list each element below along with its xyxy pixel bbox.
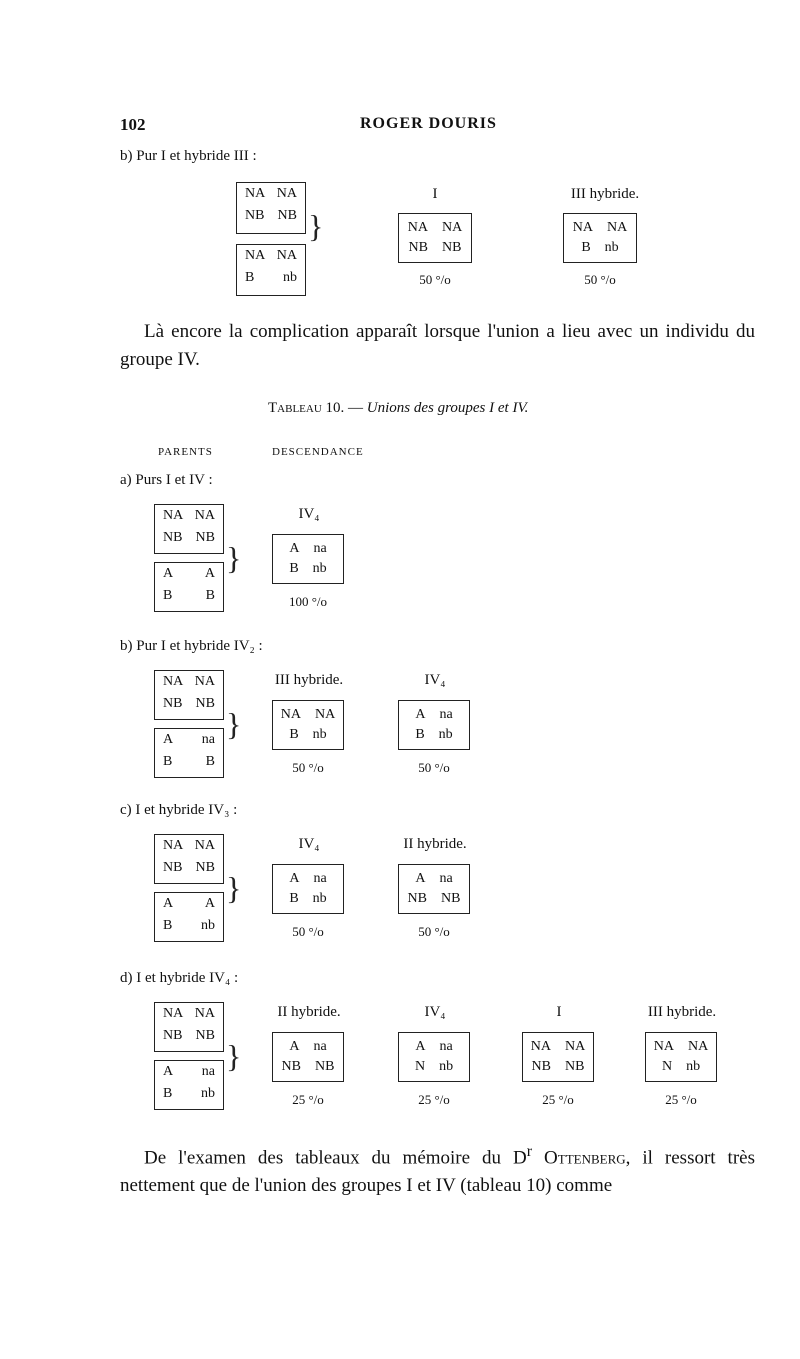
- brace-icon: }: [226, 870, 242, 906]
- cell: na: [439, 707, 453, 722]
- cell: NB: [245, 208, 265, 223]
- child-caption: I: [556, 1004, 562, 1020]
- paragraph-2-name: Ottenberg: [544, 1147, 626, 1169]
- cell: A: [289, 541, 300, 556]
- cell: NA: [530, 1039, 551, 1054]
- paragraph-2-start: De l'examen des tableaux du mémoire du D: [144, 1147, 527, 1169]
- cell: B: [289, 727, 299, 742]
- cell: nb: [312, 727, 327, 742]
- cell: B: [289, 561, 299, 576]
- cell: B: [245, 270, 255, 285]
- cell: nb: [312, 891, 327, 906]
- cell: A: [163, 1064, 174, 1079]
- cell: NA: [442, 220, 463, 235]
- child-percent: 50 °/o: [419, 272, 451, 287]
- section-label: d) I et hybride IV₄ :: [120, 970, 239, 986]
- child-percent: 50 °/o: [292, 924, 324, 939]
- child-percent: 50 °/o: [292, 760, 324, 775]
- brace-icon: }: [308, 208, 324, 244]
- cell: A: [415, 1039, 426, 1054]
- cell: A: [415, 871, 426, 886]
- child-genotype-box: [398, 1032, 470, 1082]
- cell: NB: [565, 1059, 585, 1074]
- cell: NB: [407, 891, 427, 906]
- cell: A: [204, 896, 215, 911]
- cell: na: [313, 1039, 327, 1054]
- table-title: [268, 400, 528, 417]
- running-head: ROGER DOURIS: [360, 115, 497, 132]
- cell: nb: [201, 1086, 215, 1101]
- cell: na: [201, 732, 215, 747]
- cell: NB: [315, 1059, 335, 1074]
- cell: NA: [688, 1039, 709, 1054]
- child-genotype-box: [398, 864, 470, 914]
- child-genotype-box: [522, 1032, 594, 1082]
- cell: nb: [201, 918, 215, 933]
- intro-parent-bottom-box: [236, 244, 306, 296]
- cell: A: [163, 566, 174, 581]
- cell: B: [289, 891, 299, 906]
- child-genotype-box: [563, 213, 637, 263]
- cell: na: [313, 541, 327, 556]
- child-genotype-box: [272, 864, 344, 914]
- intro-parent-top-box: [236, 182, 306, 234]
- cell: NB: [195, 530, 215, 545]
- child-caption: IV₄: [298, 506, 320, 522]
- cell: nb: [686, 1059, 701, 1074]
- cell: A: [289, 871, 300, 886]
- cell: NB: [441, 891, 461, 906]
- col-header-parents: PARENTS: [158, 446, 213, 458]
- section-label: b) Pur I et hybride IV₂ :: [120, 638, 263, 654]
- cell: nb: [604, 240, 619, 255]
- col-header-descendance: DESCENDANCE: [272, 446, 364, 458]
- cell: B: [581, 240, 591, 255]
- cell: NB: [277, 208, 297, 223]
- cell: NA: [163, 838, 184, 853]
- cell: NA: [194, 1006, 215, 1021]
- cell: NB: [163, 860, 183, 875]
- child-caption: III hybride.: [647, 1004, 717, 1020]
- cell: NB: [163, 696, 183, 711]
- cell: NA: [276, 186, 297, 201]
- cell: NA: [245, 186, 266, 201]
- cell: A: [415, 707, 426, 722]
- section-label: a) Purs I et IV :: [120, 472, 213, 488]
- cell: B: [205, 588, 215, 603]
- cell: NA: [276, 248, 297, 263]
- cell: NA: [572, 220, 593, 235]
- parent-bottom-box: [154, 892, 224, 942]
- cell: B: [163, 918, 173, 933]
- cell: NB: [442, 240, 462, 255]
- cell: NB: [281, 1059, 301, 1074]
- cell: NB: [195, 1028, 215, 1043]
- cell: NB: [408, 240, 428, 255]
- intro-b-label: b) Pur I et hybride III :: [120, 148, 257, 164]
- parent-bottom-box: [154, 728, 224, 778]
- cell: NB: [163, 1028, 183, 1043]
- brace-icon: }: [226, 1038, 242, 1074]
- cell: na: [201, 1064, 215, 1079]
- child-caption: IV₄: [424, 1004, 446, 1020]
- paragraph-2: [120, 1138, 755, 1200]
- paragraph-1: Là encore la complication apparaît lorsque l'union a lieu avec un individu du groupe IV.: [120, 321, 755, 370]
- cell: NA: [315, 707, 336, 722]
- cell: NB: [195, 696, 215, 711]
- cell: A: [163, 732, 174, 747]
- cell: NA: [163, 674, 184, 689]
- cell: NA: [607, 220, 628, 235]
- cell: nb: [283, 270, 297, 285]
- cell: NA: [245, 248, 266, 263]
- child-caption: II hybride.: [403, 836, 467, 852]
- child-genotype-box: [272, 534, 344, 584]
- child-caption: II hybride.: [277, 1004, 341, 1020]
- cell: NA: [194, 838, 215, 853]
- child-genotype-box: [272, 700, 344, 750]
- cell: NA: [163, 1006, 184, 1021]
- cell: A: [163, 896, 174, 911]
- child-caption: IV₄: [298, 836, 320, 852]
- child-genotype-box: [272, 1032, 344, 1082]
- parent-bottom-box: [154, 1060, 224, 1110]
- cell: NA: [653, 1039, 674, 1054]
- cell: B: [163, 754, 173, 769]
- cell: NB: [163, 530, 183, 545]
- child-caption: IV₄: [424, 672, 446, 688]
- cell: nb: [438, 727, 453, 742]
- child-percent: 25 °/o: [665, 1092, 697, 1107]
- child-percent: 50 °/o: [584, 272, 616, 287]
- table-title-text: Unions des groupes I et IV.: [366, 400, 529, 416]
- parent-top-box: [154, 1002, 224, 1052]
- cell: nb: [312, 561, 327, 576]
- paragraph-2-sup: r: [526, 1143, 533, 1160]
- cell: NA: [163, 508, 184, 523]
- cell: B: [163, 588, 173, 603]
- cell: A: [204, 566, 215, 581]
- cell: N: [661, 1059, 673, 1074]
- child-percent: 50 °/o: [418, 760, 450, 775]
- parent-top-box: [154, 834, 224, 884]
- cell: N: [414, 1059, 426, 1074]
- cell: NA: [194, 674, 215, 689]
- cell: B: [415, 727, 425, 742]
- brace-icon: }: [226, 706, 242, 742]
- child-percent: 25 °/o: [418, 1092, 450, 1107]
- child-caption: I: [432, 186, 438, 202]
- table-title-prefix: Tableau 10. —: [268, 400, 364, 416]
- cell: na: [439, 1039, 453, 1054]
- child-percent: 100 °/o: [288, 594, 328, 609]
- child-caption: III hybride.: [274, 672, 344, 688]
- cell: na: [439, 871, 453, 886]
- child-percent: 50 °/o: [418, 924, 450, 939]
- parent-bottom-box: [154, 562, 224, 612]
- child-percent: 25 °/o: [292, 1092, 324, 1107]
- cell: B: [163, 1086, 173, 1101]
- brace-icon: }: [226, 540, 242, 576]
- parent-top-box: [154, 504, 224, 554]
- child-caption: III hybride.: [570, 186, 640, 202]
- cell: NA: [407, 220, 428, 235]
- page-number: 102: [120, 115, 146, 134]
- paragraph-2-end: , il ressort très nettement que de l'union des groupes I et IV (tableau 10) comme: [120, 1147, 755, 1197]
- cell: NB: [531, 1059, 551, 1074]
- cell: nb: [439, 1059, 454, 1074]
- cell: na: [313, 871, 327, 886]
- cell: NA: [565, 1039, 586, 1054]
- cell: NA: [280, 707, 301, 722]
- cell: NA: [194, 508, 215, 523]
- parent-top-box: [154, 670, 224, 720]
- cell: A: [289, 1039, 300, 1054]
- child-percent: 25 °/o: [542, 1092, 574, 1107]
- cell: NB: [195, 860, 215, 875]
- cell: B: [205, 754, 215, 769]
- child-genotype-box: [645, 1032, 717, 1082]
- child-genotype-box: [398, 700, 470, 750]
- child-genotype-box: [398, 213, 472, 263]
- section-label: c) I et hybride IV₃ :: [120, 802, 238, 818]
